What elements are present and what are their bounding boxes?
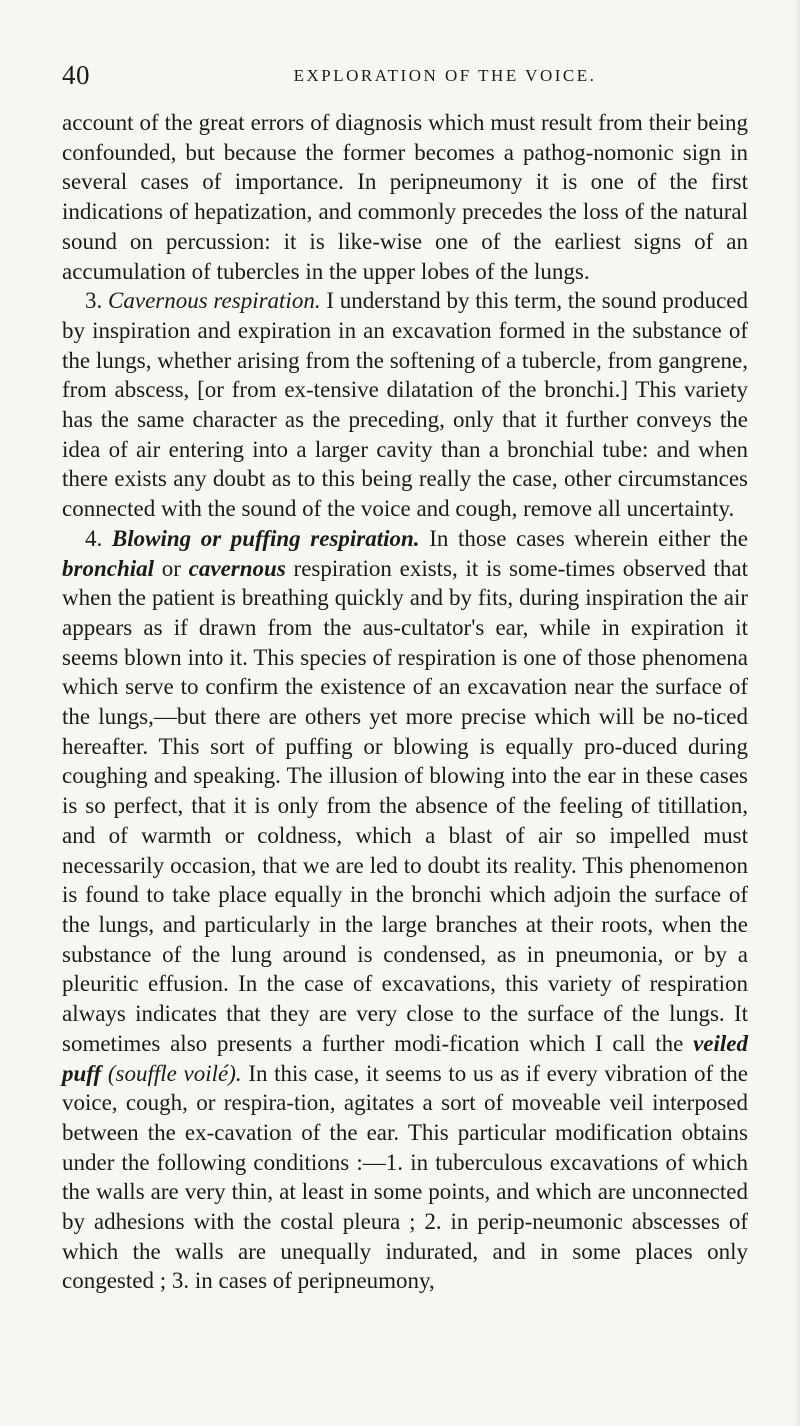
section-heading: Cavernous respiration. — [108, 288, 321, 314]
section-heading: Blowing or puffing respiration. — [111, 525, 420, 551]
section-text: respiration exists, it is some-times observed that when the patient is breathing quickly and by fits, during inspiration the air appears as if drawn from the aus-cultator's ear, while in expiration it seems blown into it. This species of respiration is one of those phenomena which serve to confirm the existence of an excavation near the surface of the lungs,—but there are others yet more precise which will be no-ticed hereafter. This sort of puffing or blowing is equally pro-duced during coughing and speaking. The illusion of blowing into the ear in these cases is so perfect, that it is only from the absence of the feeling of titillation, and of warmth or coldness, which a blast of air so impelled must necessarily occasion, that we are led to doubt its reality. This phenomenon is found to take place equally in the bronchi which adjoin the surface of the lungs, and particularly in the large branches at their roots, when the substance of the lung around is condensed, as in pneumonia, or by a pleuritic effusion. In the case of excavations, this variety of respiration always indicates that they are very close to the surface of the lungs. It sometimes also presents a further modi-fication which I call the — [62, 555, 749, 1056]
term-cavernous: cavernous — [188, 555, 286, 581]
paragraph-text: account of the great errors of diagnosis which must result from their being confounded, but because the former becomes a pathog-nomonic sign in several cases of importance. In peripneumony it is one of the first indications of hepatization, and commonly precedes the loss of the natural sound on percussion: it is like-wise one of the earliest signs of an accumulation of tubercles in the upper lobes of the lungs. — [62, 110, 748, 284]
section-text: In those cases wherein either the — [429, 525, 749, 551]
term-bronchial: bronchial — [62, 555, 155, 581]
term-veiled-puff: veiled puff — [62, 1030, 748, 1086]
section-blowing-respiration — [62, 524, 748, 1296]
term-french: (souffle voilé). — [107, 1060, 242, 1086]
page-number: 40 — [62, 60, 90, 90]
section-text: In this case, it seems to us as if every vibration of the voice, cough, or respira-tion, agitates a sort of moveable veil interposed between the ex-cavation of the ear. This particular modification obtains under the following conditions :—1. in tuberculous excavations of which the walls are very thin, at least in some points, and which are unconnected by adhesions with the costal pleura ; 2. in perip-neumonic abscesses of which the walls are unequally indurated, and in some places only congested ; 3. in cases of peripneumony, — [62, 1060, 748, 1294]
running-head — [62, 60, 748, 94]
running-title: EXPLORATION OF THE VOICE. — [293, 66, 597, 85]
section-cavernous-respiration — [62, 286, 748, 524]
section-text: I understand by this term, the sound produced by inspiration and expiration in an excavation formed in the substance of the lungs, whether arising from the softening of a tubercle, from gangrene, from abscess, [or from ex-tensive dilatation of the bronchi.] This variety has the same character as the preceding, only that it further conveys the idea of air entering into a larger cavity than a bronchial tube: and when there exists any doubt as to this being really the case, other circumstances connected with the sound of the voice and cough, remove all uncertainty. — [62, 288, 749, 522]
section-number: 3. — [85, 288, 103, 314]
section-number: 4. — [85, 525, 103, 551]
paragraph-continuation — [62, 108, 748, 286]
body-text — [62, 108, 748, 1296]
page-edge-shadow — [794, 0, 800, 1426]
section-text: or — [161, 555, 181, 581]
